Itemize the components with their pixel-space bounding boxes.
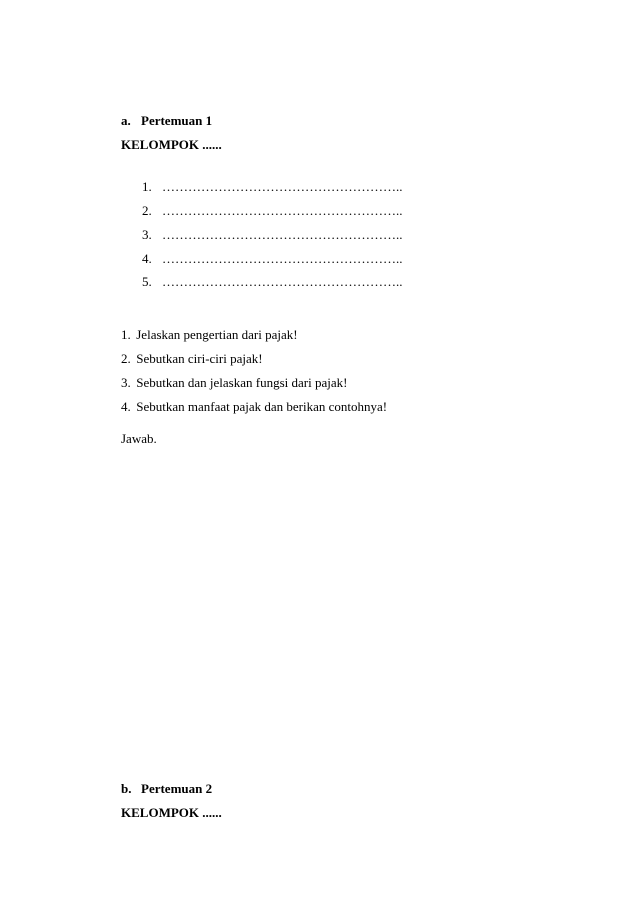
question-item [121,400,387,413]
section-b-heading [121,782,212,795]
question-text: Sebutkan ciri-ciri pajak! [136,351,263,366]
question-text: Jelaskan pengertian dari pajak! [136,327,298,342]
question-text: Sebutkan dan jelaskan fungsi dari pajak! [136,375,348,390]
member-number: 2. [142,203,152,218]
section-a-heading [121,114,212,127]
answer-label: Jawab. [121,431,157,446]
question-number: 1. [121,327,131,342]
section-a-title: Pertemuan 1 [141,113,213,128]
section-a-group-label: KELOMPOK ...... [121,137,222,152]
section-a-marker: a. [121,113,131,128]
member-number: 3. [142,227,152,242]
section-b-title: Pertemuan 2 [141,781,213,796]
member-blank: ……………………………………………….. [162,179,403,194]
member-blank: ……………………………………………….. [162,227,403,242]
member-number: 5. [142,274,152,289]
member-blank: ……………………………………………….. [162,251,403,266]
member-item [142,275,403,288]
member-item [142,228,403,241]
question-text: Sebutkan manfaat pajak dan berikan contohnya! [136,399,388,414]
member-item [142,180,403,193]
member-item [142,252,403,265]
section-b-group-label: KELOMPOK ...... [121,805,222,820]
question-number: 4. [121,399,131,414]
member-number: 4. [142,251,152,266]
member-blank: ……………………………………………….. [162,203,403,218]
member-item [142,204,403,217]
question-item [121,352,263,365]
question-item [121,328,298,341]
question-number: 2. [121,351,131,366]
question-number: 3. [121,375,131,390]
section-b-marker: b. [121,781,132,796]
member-blank: ……………………………………………….. [162,274,403,289]
question-item [121,376,347,389]
member-number: 1. [142,179,152,194]
